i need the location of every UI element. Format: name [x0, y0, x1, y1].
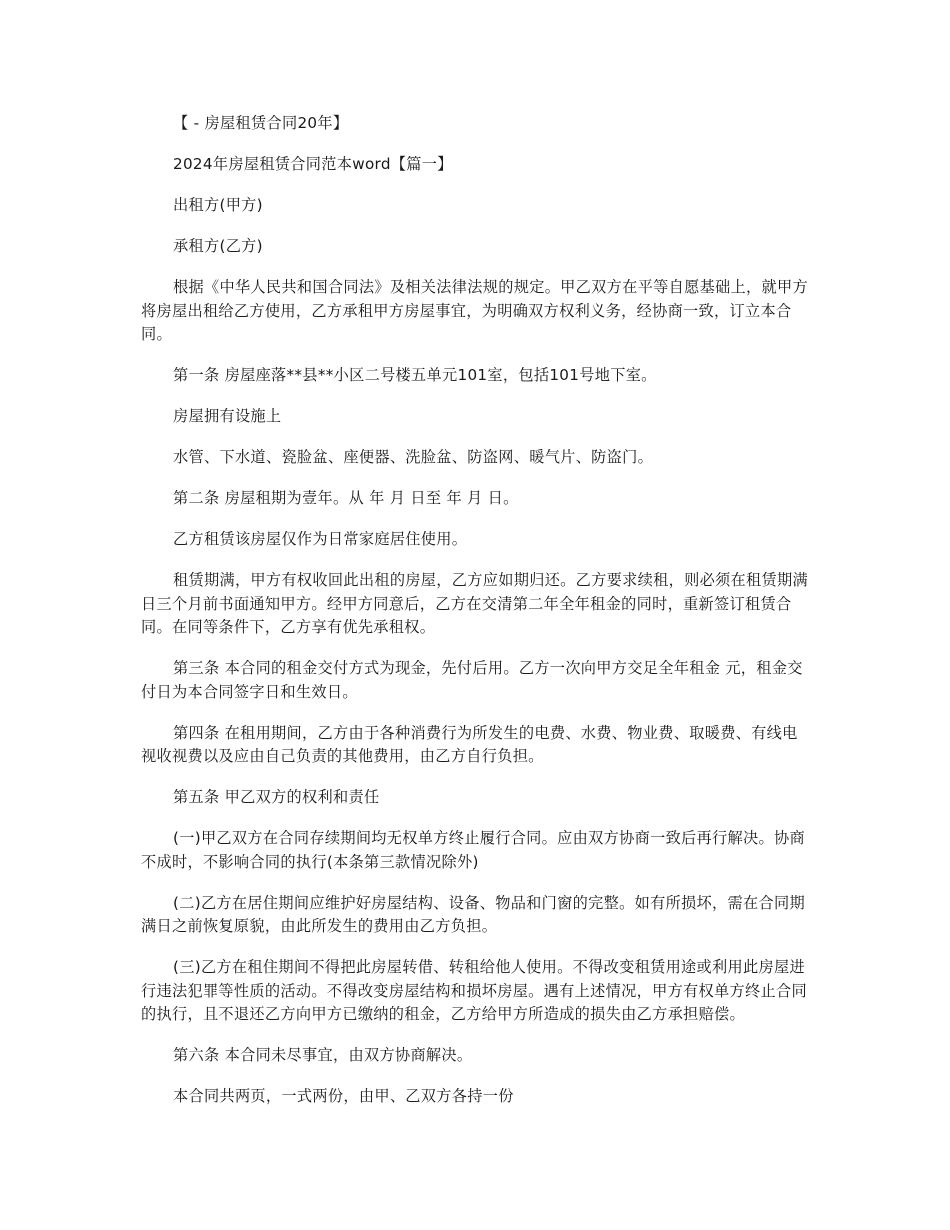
lessee-line: 承租方(乙方) — [173, 237, 263, 255]
renewal-paragraph: 租赁期满，甲方有权收回此出租的房屋，乙方应如期归还。乙方要求续租，则必须在租赁期满日三个月前书面通知甲方。经甲方同意后，乙方在交清第二年全年租金的同时，重新签订租赁合同。在同等条件下，乙方享有优先承租权。 — [141, 571, 808, 636]
facilities-heading: 房屋拥有设施上 — [173, 407, 282, 425]
document-title: 2024年房屋租赁合同范本word【篇一】 — [173, 155, 453, 173]
article-5-item-2: (二)乙方在居住期间应维护好房屋结构、设备、物品和门窗的完整。如有所损坏，需在合同期满日之前恢复原貌，由此所发生的费用由乙方负担。 — [141, 893, 805, 935]
article-5-heading: 第五条 甲乙双方的权利和责任 — [173, 788, 380, 806]
document-body — [141, 112, 813, 1109]
usage-paragraph: 乙方租赁该房屋仅作为日常家庭居住使用。 — [173, 530, 468, 548]
document-heading: 【 - 房屋租赁合同20年】 — [173, 114, 349, 132]
lessor-line: 出租方(甲方) — [173, 196, 263, 214]
article-3: 第三条 本合同的租金交付方式为现金，先付后用。乙方一次向甲方交足全年租金 元，租金交付日为本合同签字日和生效日。 — [141, 659, 803, 701]
preamble-paragraph: 根据《中华人民共和国合同法》及相关法律法规的规定。甲乙双方在平等自愿基础上，就甲方将房屋出租给乙方使用，乙方承租甲方房屋事宜，为明确双方权利义务，经协商一致，订立本合同。 — [141, 278, 808, 343]
closing-paragraph: 本合同共两页，一式两份，由甲、乙双方各持一份 — [173, 1087, 514, 1105]
article-4: 第四条 在租用期间，乙方由于各种消费行为所发生的电费、水费、物业费、取暖费、有线电视收视费以及应由自己负责的其他费用，由乙方自行负担。 — [141, 723, 798, 765]
facilities-list: 水管、下水道、瓷脸盆、座便器、洗脸盆、防盗网、暖气片、防盗门。 — [173, 448, 654, 466]
article-6: 第六条 本合同未尽事宜，由双方协商解决。 — [173, 1046, 473, 1064]
article-5-item-1: (一)甲乙双方在合同存续期间均无权单方终止履行合同。应由双方协商一致后再行解决。协商不成时，不影响合同的执行(本条第三款情况除外) — [141, 829, 805, 871]
article-2: 第二条 房屋租期为壹年。从 年 月 日至 年 月 日。 — [173, 489, 519, 507]
article-5-item-3: (三)乙方在租住期间不得把此房屋转借、转租给他人使用。不得改变租赁用途或利用此房屋进行违法犯罪等性质的活动。不得改变房屋结构和损坏房屋。遇有上述情况，甲方有权单方终止合同的执行，且不退还乙方向甲方已缴纳的租金，乙方给甲方所造成的损失由乙方承担赔偿。 — [141, 958, 807, 1023]
article-1: 第一条 房屋座落**县**小区二号楼五单元101室，包括101号地下室。 — [173, 366, 657, 384]
